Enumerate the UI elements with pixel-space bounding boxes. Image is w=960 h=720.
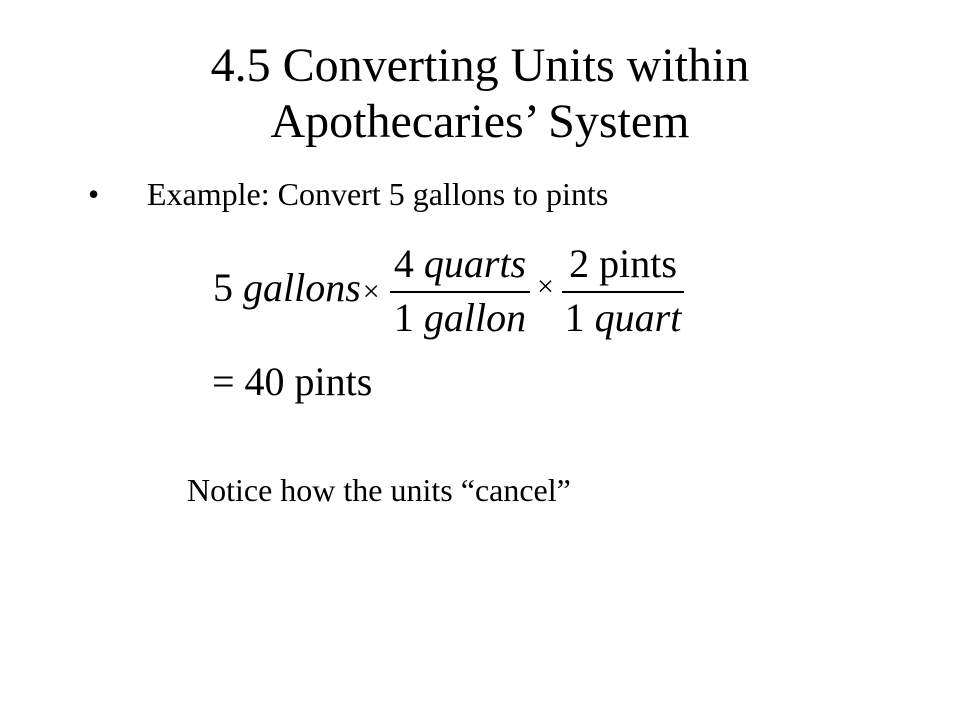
title-line-1: 4.5 Converting Units within	[210, 39, 750, 92]
fraction1-num-number: 4	[393, 241, 414, 286]
title-line-2: Apothecaries’ System	[270, 95, 690, 148]
fraction-quarts-per-gallon	[390, 240, 530, 340]
fraction1-den-unit: gallon	[423, 295, 527, 340]
fraction1-bar	[390, 291, 530, 293]
lead-number: 5	[213, 265, 233, 310]
times-symbol-1: ×	[362, 275, 380, 308]
fraction1-den-number: 1	[393, 295, 414, 340]
notice-text: Notice how the units “cancel”	[187, 472, 571, 508]
bullet-text: Example: Convert 5 gallons to pints	[147, 176, 609, 212]
bullet-marker: •	[88, 176, 100, 212]
equation-lead	[213, 265, 380, 310]
fraction2-den-number: 1	[564, 295, 585, 340]
fraction-pints-per-quart	[562, 240, 684, 340]
slide-title	[80, 38, 880, 150]
fraction2-den-unit: quart	[594, 295, 682, 340]
fraction1-numerator	[390, 241, 530, 286]
fraction1-denominator	[390, 295, 530, 340]
equation-result: = 40 pints	[212, 359, 373, 404]
fraction2-denominator	[562, 295, 684, 340]
times-symbol-2: ×	[537, 270, 554, 303]
lead-unit: gallons	[243, 265, 361, 310]
fraction1-num-unit: quarts	[423, 241, 527, 286]
fraction2-bar	[562, 291, 684, 293]
fraction2-numerator: 2 pints	[569, 241, 677, 286]
